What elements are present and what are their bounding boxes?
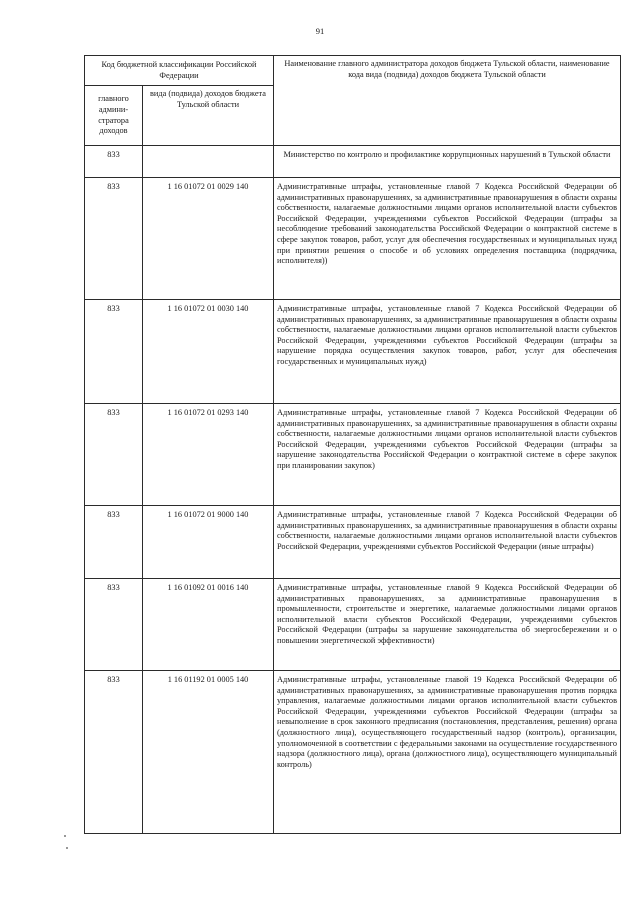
ministry-admin-code: 833: [85, 146, 143, 178]
header-row-1: [85, 56, 621, 86]
row-revenue-code: 1 16 01192 01 0005 140: [143, 671, 274, 834]
table-row: [85, 178, 621, 300]
row-admin-code: 833: [85, 506, 143, 579]
row-revenue-name: Административные штрафы, установленные главой 7 Кодекса Российской Федерации об административных правонарушениях, за административные правонарушения в области охраны собственности, налагаемые должностными лицами органов исполнительной власти субъектов Российской Федерации, учреждениями субъектов Российской Федерации (штрафы за нарушение законодательства Российской Федерации о контрактной системе в сфере закупок при планировании закупок): [274, 404, 621, 506]
row-revenue-code: 1 16 01072 01 0029 140: [143, 178, 274, 300]
row-revenue-code: 1 16 01092 01 0016 140: [143, 579, 274, 671]
row-revenue-code: 1 16 01072 01 0030 140: [143, 300, 274, 404]
row-revenue-code: 1 16 01072 01 0293 140: [143, 404, 274, 506]
row-admin-code: 833: [85, 579, 143, 671]
header-code-column: вида (подвида) доходов бюджета Тульской области: [143, 86, 274, 146]
ministry-empty-cell: [143, 146, 274, 178]
row-revenue-name: Административные штрафы, установленные главой 7 Кодекса Российской Федерации об административных правонарушениях, за административные правонарушения в области охраны собственности, налагаемые должностными лицами органов исполнительной власти субъектов Российской Федерации, учреждениями субъектов Российской Федерации (штрафы за несоблюдение требований законодательства Российской Федерации о контрактной системе в сфере закупок товаров, работ, услуг для обеспечения государственных и муниципальных нужд при принятии решения о способе и об условиях определения поставщика (подрядчика, исполнителя)): [274, 178, 621, 300]
table-row: [85, 506, 621, 579]
ministry-name: Министерство по контролю и профилактике коррупционных нарушений в Тульской области: [274, 146, 621, 178]
row-revenue-name: Административные штрафы, установленные главой 7 Кодекса Российской Федерации об административных правонарушениях, за административные правонарушения в области охраны собственности, налагаемые должностными лицами органов исполнительной власти субъектов Российской Федерации, учреждениями субъектов Российской Федерации (штрафы за нарушение порядка осуществления закупок товаров, работ, услуг для обеспечения государственных и муниципальных нужд): [274, 300, 621, 404]
row-revenue-code: 1 16 01072 01 9000 140: [143, 506, 274, 579]
header-group-title: Код бюджетной классификации Российской Федерации: [85, 56, 274, 86]
row-revenue-name: Административные штрафы, установленные главой 7 Кодекса Российской Федерации об административных правонарушениях, за административные правонарушения в области охраны собственности, налагаемые должностными лицами органов исполнительной власти субъектов Российской Федерации, учреждениями субъектов Российской Федерации (иные штрафы): [274, 506, 621, 579]
page-number: 91: [315, 26, 325, 36]
row-revenue-name: Административные штрафы, установленные главой 19 Кодекса Российской Федерации об административных правонарушениях, за административные правонарушения против порядка управления, налагаемые должностными лицами органов исполнительной власти субъектов Российской Федерации, учреждениями субъектов Российской Федерации (штрафы за невыполнение в срок законного предписания (постановления, представления, решения) органа (должностного лица), осуществляющего государственный надзор (контроль), организации, уполномоченной в соответствии с федеральными законами на осуществление государственного надзора (должностного лица), органа (должностного лица), осуществляющего муниципальный контроль): [274, 671, 621, 834]
header-admin-column: главного админи-стратора доходов: [85, 86, 143, 146]
table-row: [85, 579, 621, 671]
row-admin-code: 833: [85, 178, 143, 300]
row-admin-code: 833: [85, 300, 143, 404]
table-row: [85, 404, 621, 506]
table-row: [85, 300, 621, 404]
revenue-classification-table: [84, 55, 621, 834]
row-admin-code: 833: [85, 404, 143, 506]
row-revenue-name: Административные штрафы, установленные главой 9 Кодекса Российской Федерации об административных правонарушениях, за административные правонарушения в промышленности, строительстве и энергетике, налагаемые должностными лицами органов исполнительной власти субъектов Российской Федерации, учреждениями субъектов Российской Федерации (штрафы за нарушение законодательства об энергосбережении и о повышении энергетической эффективности): [274, 579, 621, 671]
header-name-column: Наименование главного администратора доходов бюджета Тульской области, наименование кода вида (подвида) доходов бюджета Тульской области: [274, 56, 621, 146]
row-admin-code: 833: [85, 671, 143, 834]
scan-speck: [64, 835, 66, 837]
scan-speck: [66, 847, 68, 849]
table-row: [85, 671, 621, 834]
ministry-row: [85, 146, 621, 178]
